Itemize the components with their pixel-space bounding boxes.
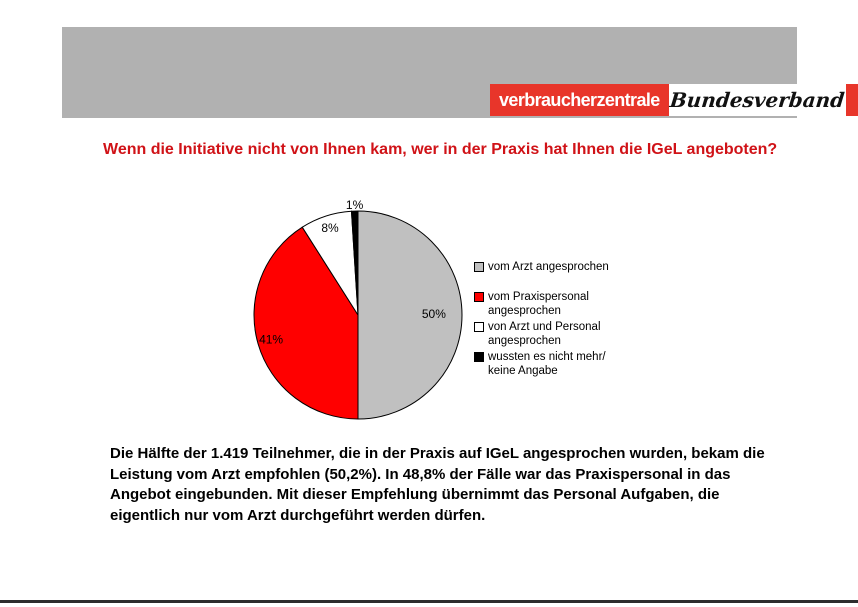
page-title: Wenn die Initiative nicht von Ihnen kam, wer in der Praxis hat Ihnen die IGeL angeboten?: [103, 141, 778, 158]
logo-wordmark-secondary: Bundesverband: [669, 84, 846, 116]
pie-slice-label-1: 41%: [259, 332, 284, 347]
legend-label: wussten es nicht mehr/ keine Angabe: [488, 351, 606, 377]
pie-slice-label-2: 8%: [321, 221, 339, 236]
legend-label: von Arzt und Personal angesprochen: [488, 321, 601, 347]
legend-item-0: [474, 260, 664, 274]
legend-swatch-icon: [474, 262, 484, 272]
bottom-rule: [0, 600, 858, 603]
pie-slice-label-0: 50%: [421, 307, 446, 322]
legend-item-2: [474, 320, 664, 348]
chart-legend: [474, 260, 664, 380]
pie-chart: [233, 190, 483, 430]
logo-end-square: [846, 84, 858, 116]
legend-label: vom Arzt angesprochen: [488, 261, 609, 273]
pie-chart-svg: [233, 190, 483, 430]
logo: [490, 84, 858, 116]
legend-label: vom Praxispersonal angesprochen: [488, 291, 589, 317]
pie-slice-0: [358, 211, 462, 419]
legend-swatch-icon: [474, 322, 484, 332]
header-band: [62, 27, 846, 118]
logo-wordmark-primary: verbraucherzentrale: [490, 84, 669, 116]
legend-item-3: [474, 350, 664, 378]
pie-slice-label-3: 1%: [345, 198, 364, 213]
legend-item-1: [474, 290, 664, 318]
legend-swatch-icon: [474, 292, 484, 302]
legend-swatch-icon: [474, 352, 484, 362]
summary-paragraph: Die Hälfte der 1.419 Teilnehmer, die in der Praxis auf IGeL angesprochen wurden, bekam die Leistung vom Arzt empfohlen (50,2%). In 48,8% der Fälle war das Praxispersonal in das Angebot eingebunden. Mit dieser Empfehlung übernimmt das Personal Aufgaben, die eigentlich nur vom Arzt durchgeführt werden dürfen.: [110, 445, 765, 525]
